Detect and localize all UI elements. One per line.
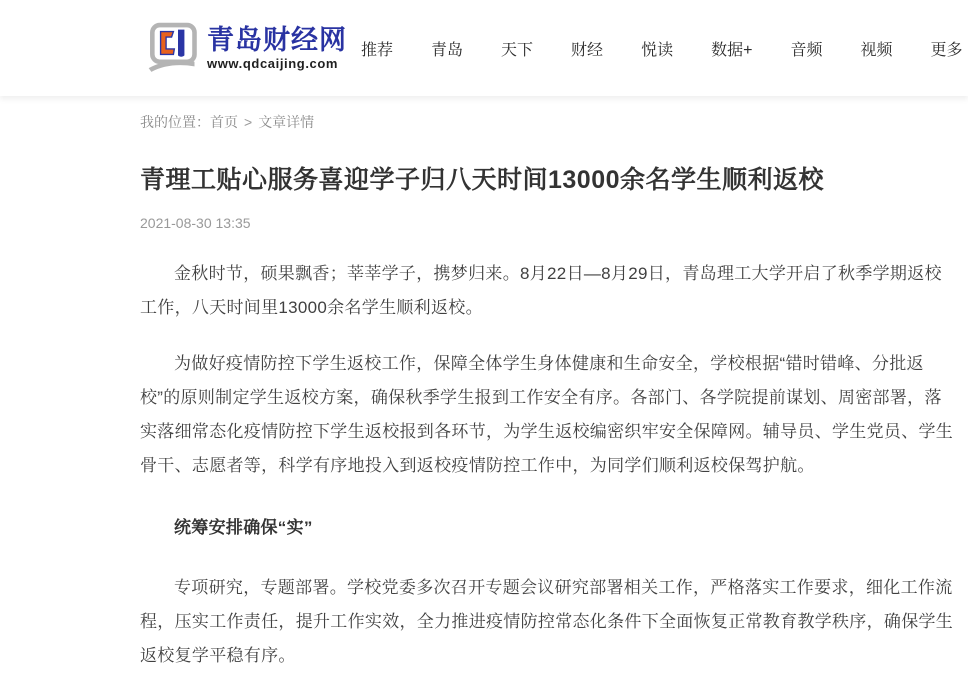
site-url-text: www.qdcaijing.com <box>207 55 339 71</box>
nav-item-audio[interactable]: 音频 <box>790 41 823 59</box>
nav-item-world[interactable]: 天下 <box>501 41 534 59</box>
article-paragraph: 金秋时节，硕果飘香；莘莘学子，携梦归来。8月22日—8月29日，青岛理工大学开启了秋季学期返校工作，八天时间里13000余名学生顺利返校。 <box>140 264 942 317</box>
nav-item-finance[interactable]: 财经 <box>571 41 604 59</box>
qdcaijing-logo-icon <box>145 19 200 77</box>
main-nav <box>361 37 962 60</box>
article-paragraph: 为做好疫情防控下学生返校工作，保障全体学生身体健康和生命安全，学校根据“错时错峰、分批返校”的原则制定学生返校方案，确保秋季学生报到工作安全有序。各部门、各学院提前谋划、周密部署，落实落细常态化疫情防控下学生返校报到各环节，为学生返校编密织牢安全保障网。辅导员、学生党员、学生骨干、志愿者等，科学有序地投入到返校疫情防控工作中，为同学们顺利返校保驾护航。 <box>140 354 954 475</box>
logo-text-block <box>207 26 347 71</box>
article-body <box>140 257 956 673</box>
breadcrumb-prefix: 我的位置： <box>140 114 210 130</box>
article-title: 青理工贴心服务喜迎学子归八天时间13000余名学生顺利返校 <box>140 166 825 194</box>
article-date: 2021-08-30 13:35 <box>140 215 251 231</box>
breadcrumb-current: 文章详情 <box>258 114 315 130</box>
nav-item-recommend[interactable]: 推荐 <box>361 41 394 59</box>
nav-item-qingdao[interactable]: 青岛 <box>431 41 464 59</box>
article-page <box>140 112 956 673</box>
nav-item-more[interactable]: 更多 <box>930 41 963 59</box>
nav-item-data-plus[interactable]: 数据+ <box>711 41 753 59</box>
breadcrumb-separator: > <box>244 114 253 130</box>
nav-item-video[interactable]: 视频 <box>860 41 893 59</box>
site-name: 青岛财经网 <box>207 24 347 55</box>
article-section-heading: 统筹安排确保“实” <box>174 518 313 537</box>
nav-item-reading[interactable]: 悦读 <box>641 41 674 59</box>
breadcrumb-home-link[interactable]: 首页 <box>210 114 238 130</box>
article-paragraph: 专项研究，专题部署。学校党委多次召开专题会议研究部署相关工作，严格落实工作要求，细化工作流程，压实工作责任，提升工作实效，全力推进疫情防控常态化条件下全面恢复正常教育教学秩序，确保学生返校复学平稳有序。 <box>140 578 954 665</box>
site-logo[interactable] <box>145 19 347 77</box>
breadcrumb <box>140 112 956 132</box>
site-header <box>0 0 968 96</box>
